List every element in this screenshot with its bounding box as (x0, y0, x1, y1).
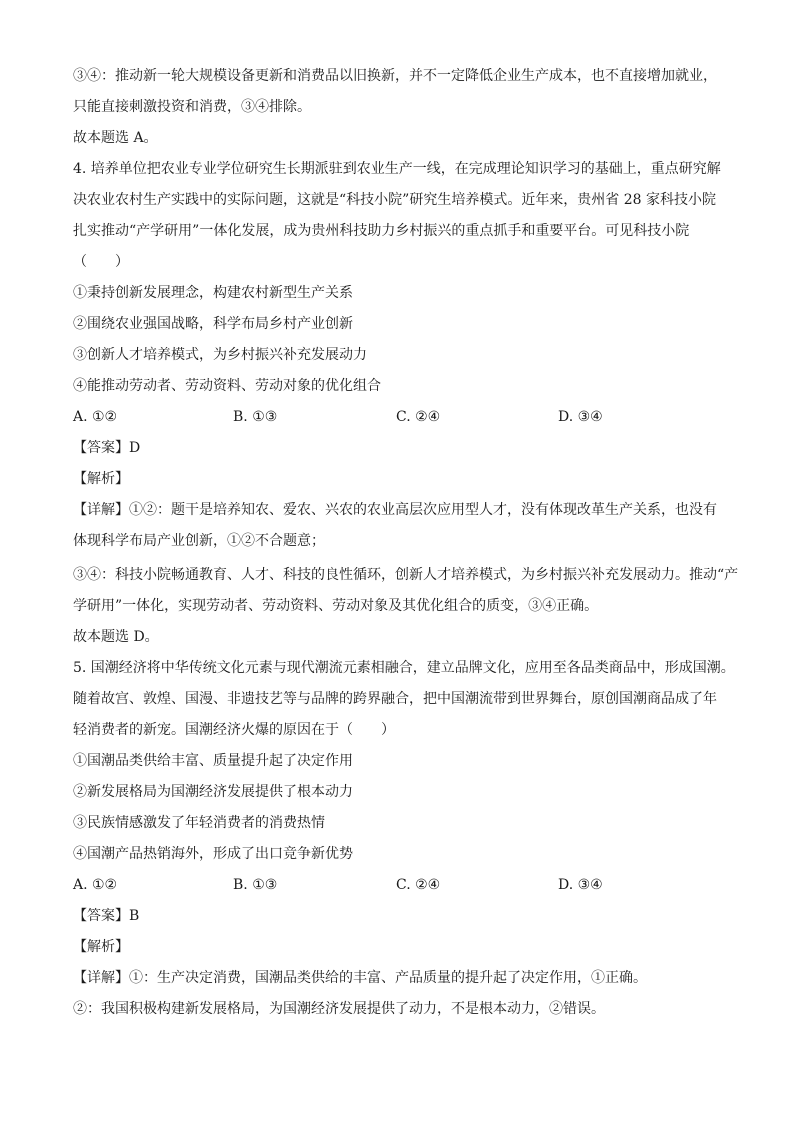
q4-statement-4: ④能推动劳动者、劳动资料、劳动对象的优化组合 (73, 378, 381, 394)
q4-answer: 【答案】D (73, 440, 141, 456)
q4-stem-line-2: 决农业农村生产实践中的实际问题，这就是“科技小院”研究生培养模式。近年来，贵州省 28 家科技小院 (73, 192, 717, 208)
q4-detail-line-2: 体现科学布局产业创新，①②不合题意； (73, 533, 325, 549)
q4-option-a: A. ①② (73, 409, 118, 425)
q5-option-c: C. ②④ (396, 877, 441, 893)
q5-statement-4: ④国潮产品热销海外，形成了出口竞争新优势 (73, 846, 353, 862)
q4-option-b: B. ①③ (233, 409, 278, 425)
q3-analysis-line-2: 只能直接刺激投资和消费，③④排除。 (73, 99, 311, 115)
q5-stem-line-2: 随着故宫、敦煌、国漫、非遗技艺等与品牌的跨界融合，把中国潮流带到世界舞台，原创国潮商品成了年 (73, 691, 717, 707)
q5-detail-line-2: ②：我国积极构建新发展格局，为国潮经济发展提供了动力，不是根本动力，②错误。 (73, 1001, 605, 1017)
q5-option-a: A. ①② (73, 877, 118, 893)
q3-conclusion: 故本题选 A。 (73, 130, 158, 146)
q4-statement-1: ①秉持创新发展理念，构建农村新型生产关系 (73, 285, 353, 301)
q4-option-d: D. ③④ (558, 409, 603, 425)
q5-answer: 【答案】B (73, 908, 140, 924)
q5-detail-line-1: 【详解】①：生产决定消费，国潮品类供给的丰富、产品质量的提升起了决定作用，①正确。 (73, 970, 647, 986)
q5-statement-3: ③民族情感激发了年轻消费者的消费热情 (73, 815, 325, 831)
q4-statement-3: ③创新人才培养模式，为乡村振兴补充发展动力 (73, 347, 367, 363)
q3-analysis-line-1: ③④：推动新一轮大规模设备更新和消费品以旧换新，并不一定降低企业生产成本，也不直接增加就业， (73, 68, 717, 84)
q4-stem-line-1: 4. 培养单位把农业专业学位研究生长期派驻到农业生产一线，在完成理论知识学习的基础上，重点研究解 (73, 161, 721, 177)
q5-option-d: D. ③④ (558, 877, 603, 893)
q4-blank: （ ） (73, 254, 129, 270)
q4-detail-line-1: 【详解】①②：题干是培养知农、爱农、兴农的农业高层次应用型人才，没有体现改革生产关系，也没有 (73, 502, 717, 518)
q5-stem-line-1: 5. 国潮经济将中华传统文化元素与现代潮流元素相融合，建立品牌文化，应用至各品类商品中，形成国潮。 (73, 660, 735, 676)
q4-detail-line-3: ③④：科技小院畅通教育、人才、科技的良性循环，创新人才培养模式，为乡村振兴补充发展动力。推动“产 (73, 567, 739, 583)
q4-option-c: C. ②④ (396, 409, 441, 425)
q5-statement-1: ①国潮品类供给丰富、质量提升起了决定作用 (73, 753, 353, 769)
q5-analysis-heading: 【解析】 (73, 939, 129, 955)
q4-analysis-heading: 【解析】 (73, 471, 129, 487)
q5-option-b: B. ①③ (233, 877, 278, 893)
q5-stem-line-3: 轻消费者的新宠。国潮经济火爆的原因在于（ ） (73, 722, 395, 738)
q5-statement-2: ②新发展格局为国潮经济发展提供了根本动力 (73, 784, 353, 800)
q4-stem-line-3: 扎实推动“产学研用”一体化发展，成为贵州科技助力乡村振兴的重点抓手和重要平台。可见科技小院 (73, 223, 690, 239)
q4-statement-2: ②围绕农业强国战略，科学布局乡村产业创新 (73, 316, 353, 332)
q4-conclusion: 故本题选 D。 (73, 629, 159, 645)
q4-detail-line-4: 学研用”一体化，实现劳动者、劳动资料、劳动对象及其优化组合的质变，③④正确。 (73, 598, 599, 614)
